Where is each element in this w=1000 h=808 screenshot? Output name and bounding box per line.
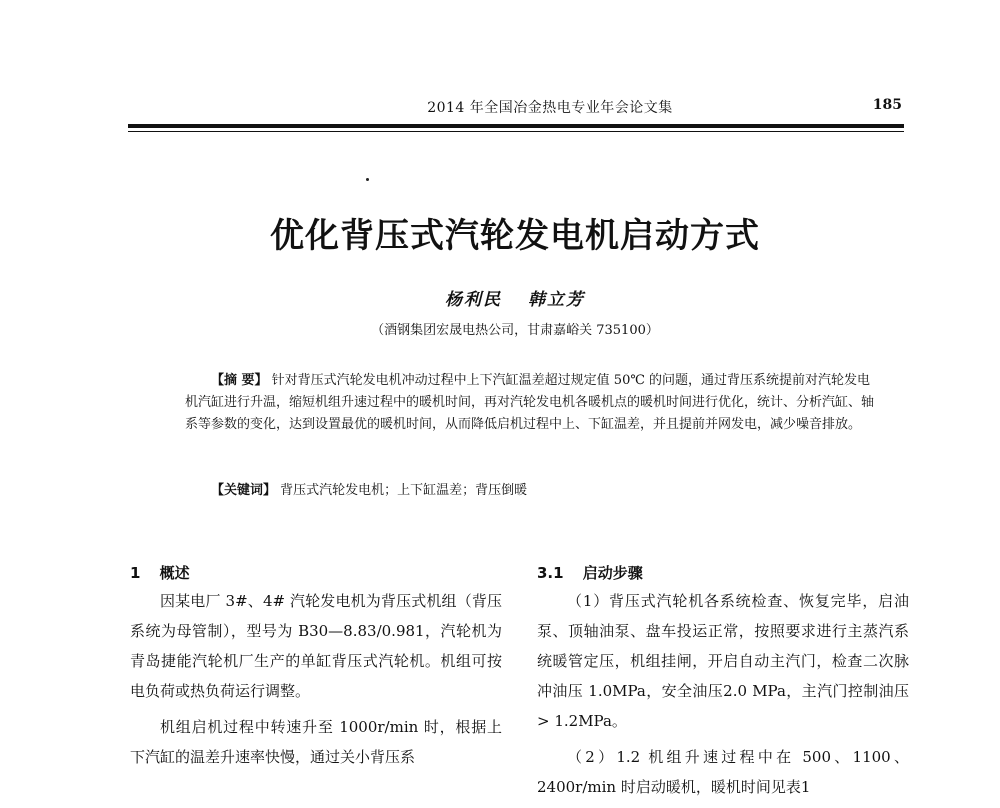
section-heading-overview: 1 概述 bbox=[130, 564, 190, 582]
right-column bbox=[537, 586, 909, 808]
keywords-label: 【关键词】 bbox=[211, 483, 277, 498]
abstract-label: 【摘 要】 bbox=[211, 373, 268, 388]
page-number: 185 bbox=[872, 97, 902, 113]
left-column bbox=[130, 586, 502, 778]
abstract-text: 针对背压式汽轮发电机冲动过程中上下汽缸温差超过规定值 50℃ 的问题，通过背压系统提前对汽轮发电机汽缸进行升温，缩短机组升速过程中的暖机时间，再对汽轮发电机各暖机点的暖机时间进行优化，统计、分析汽缸、轴系等参数的变化，达到设置最优的暖机时间，从而降低启机过程中上、下缸温差，并且提前并网发电，减少噪音排放。 bbox=[185, 373, 875, 432]
keywords-text: 背压式汽轮发电机；上下缸温差；背压倒暖 bbox=[280, 483, 528, 498]
keywords bbox=[211, 480, 871, 502]
section-heading-startup-steps: 3.1 启动步骤 bbox=[537, 564, 643, 582]
overview-paragraph: 机组启机过程中转速升至 1000r/min 时，根据上下汽缸的温差升速率快慢，通过关小背压系 bbox=[130, 718, 502, 766]
affiliation: （酒钢集团宏晟电热公司，甘肃嘉峪关 735100） bbox=[371, 323, 659, 338]
scan-speck bbox=[366, 178, 369, 181]
startup-step-paragraph: （1）背压式汽轮机各系统检查、恢复完毕，启油泵、顶轴油泵、盘车投运正常，按照要求进行主蒸汽系统暖管定压，机组挂闸，开启自动主汽门，检查二次脉冲油压 1.0MPa，安全油压2.0 MPa，主汽门控制油压 > 1.2MPa。 bbox=[537, 592, 909, 730]
paper-title: 优化背压式汽轮发电机启动方式 bbox=[270, 216, 760, 256]
startup-step-paragraph: （2）1.2 机组升速过程中在 500、1100、2400r/min 时启动暖机，暖机时间见表1 bbox=[537, 748, 909, 796]
authors: 杨利民 韩立芳 bbox=[445, 290, 585, 310]
running-title: 2014 年全国冶金热电专业年会论文集 bbox=[427, 100, 673, 116]
abstract bbox=[185, 370, 875, 436]
header-rule-thick bbox=[128, 124, 904, 128]
overview-paragraph: 因某电厂 3#、4# 汽轮发电机为背压式机组（背压系统为母管制），型号为 B30—8.83/0.981，汽轮机为青岛捷能汽轮机厂生产的单缸背压式汽轮机。机组可按电负荷或热负荷运行调整。 bbox=[130, 592, 502, 700]
header-rule-thin bbox=[128, 131, 904, 132]
